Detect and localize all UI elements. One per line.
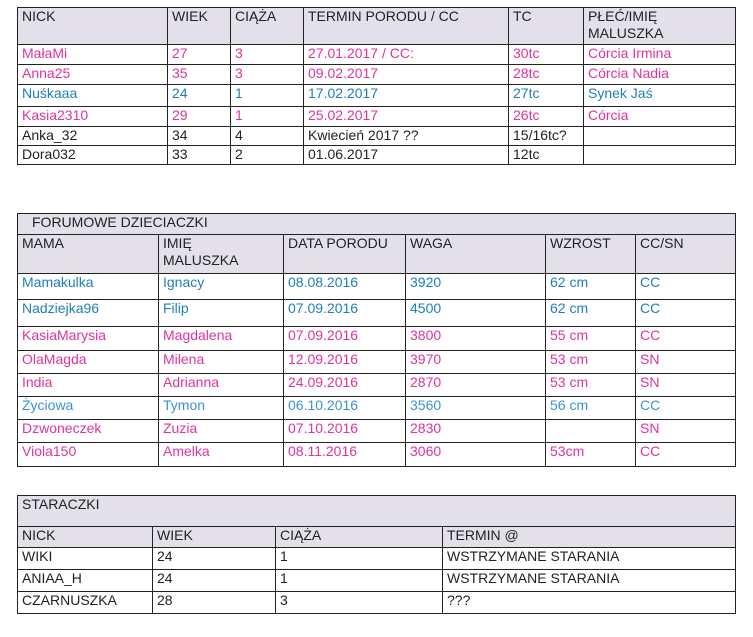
- table-cell: Dzwoneczek: [18, 420, 159, 443]
- table-row: [18, 327, 736, 351]
- table-cell: SN: [636, 374, 736, 397]
- column-header: NICK: [18, 527, 153, 548]
- table-row: [18, 397, 736, 420]
- table-cell: 24.09.2016: [284, 374, 406, 397]
- table-cell: Nuśkaaa: [18, 85, 168, 107]
- table-cell: 17.02.2017: [304, 85, 509, 107]
- column-header: CC/SN: [636, 235, 736, 274]
- table-cell: CC: [636, 274, 736, 300]
- table-cell: 3: [231, 45, 304, 65]
- column-header: WIEK: [153, 527, 276, 548]
- table-cell: 62 cm: [546, 274, 636, 300]
- table-cell: Synek Jaś: [584, 85, 736, 107]
- table-cell: 08.11.2016: [284, 443, 406, 467]
- table-cell: [584, 146, 736, 165]
- table-cell: 06.10.2016: [284, 397, 406, 420]
- table-cell: 25.02.2017: [304, 107, 509, 127]
- table-cell: 56 cm: [546, 397, 636, 420]
- table-cell: 3800: [406, 327, 546, 351]
- table-cell: 34: [168, 127, 231, 146]
- table-title-row: [18, 214, 736, 235]
- table-cell: 24: [153, 570, 276, 592]
- table-cell: 3: [276, 592, 443, 614]
- table-cell: ANIAA_H: [18, 570, 153, 592]
- table-cell: 33: [168, 146, 231, 165]
- table-cell: 09.02.2017: [304, 65, 509, 85]
- table-cell: 30tc: [509, 45, 584, 65]
- table-row: [18, 146, 736, 165]
- table-cell: 27.01.2017 / CC:: [304, 45, 509, 65]
- table-cell: 53 cm: [546, 351, 636, 374]
- table-cell: 27tc: [509, 85, 584, 107]
- table-cell: Córcia Irmina: [584, 45, 736, 65]
- table-row: [18, 420, 736, 443]
- table-cell: Adrianna: [159, 374, 284, 397]
- table-cell: Życiowa: [18, 397, 159, 420]
- table-cell: Amelka: [159, 443, 284, 467]
- table-cell: Dora032: [18, 146, 168, 165]
- table-cell: 2830: [406, 420, 546, 443]
- table-cell: WIKI: [18, 548, 153, 570]
- table-cell: 07.10.2016: [284, 420, 406, 443]
- column-header: DATA PORODU: [284, 235, 406, 274]
- table-row: [18, 127, 736, 146]
- table-cell: India: [18, 374, 159, 397]
- table-header-row: [18, 235, 736, 274]
- table-row: [18, 65, 736, 85]
- forum-babies-table: [17, 213, 736, 467]
- table-cell: 28: [153, 592, 276, 614]
- table-cell: 2870: [406, 374, 546, 397]
- table-cell: 2: [231, 146, 304, 165]
- table-row: [18, 592, 736, 614]
- column-header: WIEK: [168, 8, 231, 45]
- table-cell: 27: [168, 45, 231, 65]
- table-cell: 07.09.2016: [284, 300, 406, 327]
- table-cell: 1: [231, 85, 304, 107]
- column-header: NICK: [18, 8, 168, 45]
- table-cell: Córcia: [584, 107, 736, 127]
- table-row: [18, 45, 736, 65]
- column-header: MAMA: [18, 235, 159, 274]
- table-cell: 3920: [406, 274, 546, 300]
- column-header: CIĄŻA: [276, 527, 443, 548]
- column-header: PŁEĆ/IMIĘ MALUSZKA: [584, 8, 736, 45]
- trying-table: [17, 495, 736, 614]
- column-header: IMIĘ MALUSZKA: [159, 235, 284, 274]
- table-cell: Anka_32: [18, 127, 168, 146]
- table-cell: Ignacy: [159, 274, 284, 300]
- table-cell: Filip: [159, 300, 284, 327]
- table-row: [18, 274, 736, 300]
- table-cell: 29: [168, 107, 231, 127]
- table-row: [18, 443, 736, 467]
- table-cell: 1: [276, 570, 443, 592]
- table-cell: Nadziejka96: [18, 300, 159, 327]
- table-row: [18, 85, 736, 107]
- table-cell: 3: [231, 65, 304, 85]
- table-cell: 4: [231, 127, 304, 146]
- table-cell: CC: [636, 443, 736, 467]
- table-cell: CC: [636, 397, 736, 420]
- table-cell: Milena: [159, 351, 284, 374]
- table-cell: MałaMi: [18, 45, 168, 65]
- table-cell: 55 cm: [546, 327, 636, 351]
- column-header: WAGA: [406, 235, 546, 274]
- column-header: TERMIN @: [443, 527, 736, 548]
- table-cell: 24: [153, 548, 276, 570]
- column-header: CIĄŻA: [231, 8, 304, 45]
- table-title: STARACZKI: [18, 496, 736, 527]
- table-cell: SN: [636, 351, 736, 374]
- table-row: [18, 548, 736, 570]
- table-cell: Viola150: [18, 443, 159, 467]
- table-cell: OlaMagda: [18, 351, 159, 374]
- table-cell: 07.09.2016: [284, 327, 406, 351]
- table-cell: 26tc: [509, 107, 584, 127]
- table-cell: CC: [636, 327, 736, 351]
- table-cell: Zuzia: [159, 420, 284, 443]
- table-cell: 1: [276, 548, 443, 570]
- table-cell: 1: [231, 107, 304, 127]
- table-cell: 53 cm: [546, 374, 636, 397]
- table-cell: Tymon: [159, 397, 284, 420]
- table-cell: KasiaMarysia: [18, 327, 159, 351]
- column-header: TC: [509, 8, 584, 45]
- table-row: [18, 351, 736, 374]
- table-header-row: [18, 8, 736, 45]
- table-cell: 3060: [406, 443, 546, 467]
- table-cell: 28tc: [509, 65, 584, 85]
- table-cell: [584, 127, 736, 146]
- table-cell: CZARNUSZKA: [18, 592, 153, 614]
- table-row: [18, 107, 736, 127]
- table-row: [18, 300, 736, 327]
- table-cell: Mamakulka: [18, 274, 159, 300]
- table-cell: 35: [168, 65, 231, 85]
- table-cell: 12.09.2016: [284, 351, 406, 374]
- table-cell: WSTRZYMANE STARANIA: [443, 548, 736, 570]
- table-cell: 15/16tc?: [509, 127, 584, 146]
- table-cell: 62 cm: [546, 300, 636, 327]
- table-cell: Magdalena: [159, 327, 284, 351]
- column-header: TERMIN PORODU / CC: [304, 8, 509, 45]
- table-row: [18, 374, 736, 397]
- table-title: FORUMOWE DZIECIACZKI: [18, 214, 736, 235]
- table-cell: Córcia Nadia: [584, 65, 736, 85]
- table-cell: CC: [636, 300, 736, 327]
- table-cell: 01.06.2017: [304, 146, 509, 165]
- table-cell: WSTRZYMANE STARANIA: [443, 570, 736, 592]
- table-cell: Kasia2310: [18, 107, 168, 127]
- table-cell: 12tc: [509, 146, 584, 165]
- table-cell: 08.08.2016: [284, 274, 406, 300]
- table-row: [18, 570, 736, 592]
- table-cell: 3970: [406, 351, 546, 374]
- table-header-row: [18, 527, 736, 548]
- table-cell: 3560: [406, 397, 546, 420]
- table-cell: Anna25: [18, 65, 168, 85]
- table-cell: [546, 420, 636, 443]
- table-cell: 53cm: [546, 443, 636, 467]
- table-cell: Kwiecień 2017 ??: [304, 127, 509, 146]
- due-dates-table: [17, 7, 736, 165]
- column-header: WZROST: [546, 235, 636, 274]
- table-cell: ???: [443, 592, 736, 614]
- table-cell: 24: [168, 85, 231, 107]
- table-title-row: [18, 496, 736, 527]
- table-cell: SN: [636, 420, 736, 443]
- table-cell: 4500: [406, 300, 546, 327]
